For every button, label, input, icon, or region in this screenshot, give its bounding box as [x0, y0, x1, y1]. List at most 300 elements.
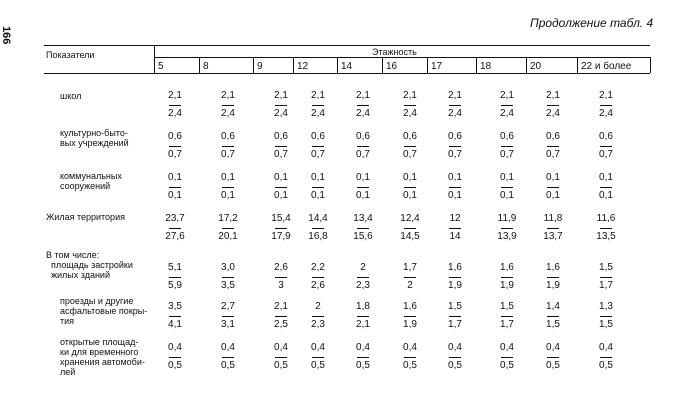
- fraction-bar: [357, 146, 369, 147]
- fraction-cell: [540, 172, 566, 202]
- fraction-cell: [162, 213, 188, 243]
- fraction-bar: [357, 277, 369, 278]
- cell-numerator: 0,1: [546, 172, 560, 183]
- cell-numerator: 0,1: [403, 172, 417, 183]
- cell-numerator: 17,2: [218, 213, 238, 224]
- fraction-cell: [593, 342, 619, 372]
- cell-denominator: 1,9: [448, 280, 462, 291]
- fraction-bar: [547, 105, 559, 106]
- fraction-bar: [275, 105, 287, 106]
- fraction-bar: [169, 146, 181, 147]
- cell-denominator: 0,1: [221, 190, 235, 201]
- cell-denominator: 3,5: [221, 280, 235, 291]
- fraction-bar: [275, 357, 287, 358]
- cell-denominator: 15,6: [353, 231, 373, 242]
- column-header: 9: [257, 61, 263, 72]
- cell-denominator: 2,3: [356, 280, 370, 291]
- cell-numerator: 1,8: [356, 301, 370, 312]
- cell-numerator: 0,6: [168, 131, 182, 142]
- cell-denominator: 1,7: [448, 319, 462, 330]
- fraction-cell: [162, 90, 188, 120]
- cell-numerator: 0,1: [599, 172, 613, 183]
- cell-denominator: 0,7: [356, 149, 370, 160]
- fraction-cell: [305, 262, 331, 292]
- cell-denominator: 4,1: [168, 319, 182, 330]
- fraction-cell: [162, 131, 188, 161]
- cell-numerator: 12,4: [400, 213, 420, 224]
- fraction-bar: [222, 146, 234, 147]
- fraction-cell: [350, 172, 376, 202]
- cell-numerator: 5,1: [168, 262, 182, 273]
- cell-numerator: 2,1: [274, 90, 288, 101]
- cell-denominator: 2,4: [274, 108, 288, 119]
- fraction-bar: [275, 316, 287, 317]
- fraction-bar: [312, 316, 324, 317]
- cell-numerator: 0,1: [448, 172, 462, 183]
- fraction-cell: [350, 131, 376, 161]
- cell-numerator: 0,1: [168, 172, 182, 183]
- column-separator: [293, 57, 294, 73]
- fraction-cell: [494, 172, 520, 202]
- fraction-cell: [442, 90, 468, 120]
- cell-denominator: 16,8: [308, 231, 328, 242]
- cell-denominator: 0,1: [500, 190, 514, 201]
- column-separator: [337, 57, 338, 73]
- fraction-cell: [162, 172, 188, 202]
- cell-denominator: 0,5: [448, 360, 462, 371]
- fraction-cell: [397, 90, 423, 120]
- fraction-bar: [169, 357, 181, 358]
- row-label: открытые площад- ки для временного хранения автомоби- лей: [60, 337, 145, 377]
- cell-denominator: 20,1: [218, 231, 238, 242]
- cell-numerator: 0,6: [274, 131, 288, 142]
- cell-numerator: 11,9: [497, 213, 517, 224]
- cell-denominator: 2,4: [311, 108, 325, 119]
- cell-numerator: 0,4: [448, 342, 462, 353]
- fraction-bar: [547, 187, 559, 188]
- fraction-bar: [357, 228, 369, 229]
- fraction-bar: [404, 146, 416, 147]
- cell-numerator: 14,4: [308, 213, 328, 224]
- cell-denominator: 27,6: [165, 231, 185, 242]
- cell-numerator: 0,1: [356, 172, 370, 183]
- fraction-cell: [215, 342, 241, 372]
- cell-denominator: 1,9: [546, 280, 560, 291]
- fraction-cell: [397, 172, 423, 202]
- cell-denominator: 0,7: [500, 149, 514, 160]
- fraction-bar: [501, 277, 513, 278]
- fraction-cell: [540, 213, 566, 243]
- fraction-cell: [350, 342, 376, 372]
- fraction-bar: [600, 146, 612, 147]
- cell-numerator: 2,1: [168, 90, 182, 101]
- fraction-cell: [305, 172, 331, 202]
- cell-denominator: 2,4: [356, 108, 370, 119]
- fraction-bar: [312, 187, 324, 188]
- fraction-bar: [547, 357, 559, 358]
- fraction-bar: [449, 105, 461, 106]
- fraction-cell: [268, 342, 294, 372]
- cell-numerator: 1,5: [500, 301, 514, 312]
- fraction-bar: [222, 105, 234, 106]
- fraction-cell: [215, 213, 241, 243]
- fraction-bar: [600, 105, 612, 106]
- cell-numerator: 2: [315, 301, 321, 312]
- fraction-cell: [442, 301, 468, 331]
- cell-numerator: 2: [360, 262, 366, 273]
- fraction-cell: [397, 301, 423, 331]
- fraction-bar: [312, 105, 324, 106]
- cell-numerator: 15,4: [271, 213, 291, 224]
- cell-denominator: 2,4: [403, 108, 417, 119]
- fraction-cell: [442, 131, 468, 161]
- top-rule: [44, 45, 650, 46]
- cell-denominator: 0,5: [599, 360, 613, 371]
- fraction-cell: [494, 90, 520, 120]
- fraction-cell: [215, 262, 241, 292]
- fraction-cell: [442, 172, 468, 202]
- fraction-bar: [449, 316, 461, 317]
- fraction-bar: [501, 357, 513, 358]
- cell-denominator: 13,9: [497, 231, 517, 242]
- cell-denominator: 0,1: [274, 190, 288, 201]
- fraction-bar: [501, 228, 513, 229]
- fraction-cell: [540, 262, 566, 292]
- cell-denominator: 0,7: [168, 149, 182, 160]
- cell-denominator: 13,7: [543, 231, 563, 242]
- fraction-cell: [494, 301, 520, 331]
- fraction-cell: [494, 213, 520, 243]
- cell-denominator: 0,5: [274, 360, 288, 371]
- cell-numerator: 13,4: [353, 213, 373, 224]
- fraction-bar: [275, 228, 287, 229]
- cell-denominator: 2: [407, 280, 413, 291]
- cell-numerator: 1,7: [403, 262, 417, 273]
- row-label: В том числе: площадь застройки жилых зданий: [46, 250, 133, 280]
- cell-denominator: 13,5: [596, 231, 616, 242]
- fraction-cell: [350, 262, 376, 292]
- fraction-cell: [397, 262, 423, 292]
- fraction-cell: [268, 301, 294, 331]
- row-label: проезды и другие асфальтовые покры- тия: [60, 296, 148, 326]
- fraction-bar: [222, 357, 234, 358]
- cell-numerator: 0,6: [221, 131, 235, 142]
- column-separator: [199, 57, 200, 73]
- fraction-cell: [162, 262, 188, 292]
- cell-denominator: 0,1: [599, 190, 613, 201]
- fraction-cell: [162, 301, 188, 331]
- cell-numerator: 2,1: [403, 90, 417, 101]
- fraction-bar: [222, 228, 234, 229]
- cell-denominator: 0,5: [546, 360, 560, 371]
- fraction-cell: [268, 172, 294, 202]
- cell-denominator: 2,4: [168, 108, 182, 119]
- cell-denominator: 1,7: [599, 280, 613, 291]
- fraction-cell: [593, 301, 619, 331]
- row-label: коммунальных сооружений: [60, 171, 122, 191]
- cell-denominator: 1,5: [599, 319, 613, 330]
- fraction-cell: [593, 90, 619, 120]
- fraction-bar: [404, 228, 416, 229]
- cell-denominator: 1,9: [500, 280, 514, 291]
- fraction-bar: [404, 357, 416, 358]
- cell-numerator: 1,6: [500, 262, 514, 273]
- fraction-bar: [357, 316, 369, 317]
- cell-numerator: 0,1: [274, 172, 288, 183]
- fraction-bar: [222, 277, 234, 278]
- column-separator: [526, 57, 527, 73]
- cell-numerator: 0,4: [221, 342, 235, 353]
- page-number: 166: [0, 26, 12, 45]
- fraction-bar: [312, 277, 324, 278]
- cell-denominator: 0,1: [403, 190, 417, 201]
- cell-numerator: 0,4: [546, 342, 560, 353]
- fraction-cell: [268, 131, 294, 161]
- fraction-bar: [222, 316, 234, 317]
- cell-numerator: 12: [449, 213, 461, 224]
- cell-numerator: 23,7: [165, 213, 185, 224]
- params-header: Показатели: [46, 50, 95, 60]
- column-header: 12: [297, 61, 309, 72]
- fraction-bar: [547, 228, 559, 229]
- cell-denominator: 0,5: [311, 360, 325, 371]
- cell-numerator: 0,4: [500, 342, 514, 353]
- fraction-cell: [305, 213, 331, 243]
- fraction-bar: [169, 187, 181, 188]
- column-header: 16: [386, 61, 398, 72]
- fraction-bar: [404, 105, 416, 106]
- fraction-cell: [162, 342, 188, 372]
- cell-numerator: 0,6: [356, 131, 370, 142]
- fraction-cell: [305, 301, 331, 331]
- cell-numerator: 0,1: [221, 172, 235, 183]
- cell-denominator: 0,5: [500, 360, 514, 371]
- cell-denominator: 0,7: [546, 149, 560, 160]
- fraction-cell: [593, 131, 619, 161]
- fraction-cell: [442, 213, 468, 243]
- row-label: культурно-быто- вых учреждений: [60, 128, 129, 148]
- cell-denominator: 0,7: [221, 149, 235, 160]
- cell-denominator: 2,5: [274, 319, 288, 330]
- fraction-cell: [215, 131, 241, 161]
- cell-denominator: 14: [449, 231, 461, 242]
- cell-numerator: 2,1: [500, 90, 514, 101]
- cell-numerator: 0,6: [546, 131, 560, 142]
- cell-denominator: 0,7: [599, 149, 613, 160]
- fraction-cell: [350, 213, 376, 243]
- fraction-cell: [305, 342, 331, 372]
- cell-numerator: 0,1: [500, 172, 514, 183]
- fraction-cell: [540, 90, 566, 120]
- column-separator: [382, 57, 383, 73]
- fraction-bar: [169, 316, 181, 317]
- cell-denominator: 0,7: [311, 149, 325, 160]
- column-header: 14: [341, 61, 353, 72]
- fraction-cell: [494, 262, 520, 292]
- column-header: 22 и более: [581, 61, 632, 72]
- fraction-bar: [357, 105, 369, 106]
- cell-denominator: 0,5: [356, 360, 370, 371]
- cell-denominator: 14,5: [400, 231, 420, 242]
- cell-numerator: 1,4: [546, 301, 560, 312]
- cell-denominator: 0,5: [403, 360, 417, 371]
- cell-denominator: 0,1: [168, 190, 182, 201]
- fraction-cell: [305, 90, 331, 120]
- row-label: школ: [60, 91, 82, 101]
- cell-denominator: 3: [278, 280, 284, 291]
- storeys-header: Этажность: [372, 47, 417, 57]
- cell-denominator: 0,7: [448, 149, 462, 160]
- fraction-cell: [540, 301, 566, 331]
- cell-numerator: 1,6: [448, 262, 462, 273]
- fraction-bar: [449, 228, 461, 229]
- cell-numerator: 0,6: [500, 131, 514, 142]
- column-header: 20: [530, 61, 542, 72]
- cell-denominator: 2,4: [546, 108, 560, 119]
- cell-numerator: 2,1: [599, 90, 613, 101]
- fraction-bar: [600, 277, 612, 278]
- column-separator: [253, 57, 254, 73]
- column-header: 18: [480, 61, 492, 72]
- fraction-cell: [268, 90, 294, 120]
- cell-numerator: 2,7: [221, 301, 235, 312]
- fraction-bar: [501, 316, 513, 317]
- cell-denominator: 2,6: [311, 280, 325, 291]
- cell-numerator: 2,1: [448, 90, 462, 101]
- fraction-bar: [449, 357, 461, 358]
- cell-numerator: 0,4: [403, 342, 417, 353]
- fraction-bar: [275, 187, 287, 188]
- fraction-bar: [404, 316, 416, 317]
- cell-denominator: 2,3: [311, 319, 325, 330]
- fraction-cell: [268, 213, 294, 243]
- cell-denominator: 3,1: [221, 319, 235, 330]
- cell-denominator: 2,4: [500, 108, 514, 119]
- column-header: 17: [431, 61, 443, 72]
- cell-denominator: 17,9: [271, 231, 291, 242]
- cell-numerator: 2,1: [274, 301, 288, 312]
- cell-denominator: 0,7: [403, 149, 417, 160]
- cell-denominator: 1,7: [500, 319, 514, 330]
- fraction-cell: [540, 131, 566, 161]
- cell-numerator: 1,5: [599, 262, 613, 273]
- cell-numerator: 1,3: [599, 301, 613, 312]
- cell-numerator: 2,2: [311, 262, 325, 273]
- fraction-bar: [449, 277, 461, 278]
- fraction-cell: [397, 213, 423, 243]
- cell-numerator: 0,6: [599, 131, 613, 142]
- cell-numerator: 0,6: [403, 131, 417, 142]
- cell-numerator: 2,1: [356, 90, 370, 101]
- fraction-bar: [600, 316, 612, 317]
- cell-numerator: 2,6: [274, 262, 288, 273]
- fraction-bar: [600, 228, 612, 229]
- fraction-cell: [350, 301, 376, 331]
- fraction-cell: [268, 262, 294, 292]
- cell-numerator: 1,6: [546, 262, 560, 273]
- fraction-cell: [305, 131, 331, 161]
- fraction-cell: [442, 262, 468, 292]
- fraction-cell: [494, 342, 520, 372]
- column-separator: [577, 57, 578, 73]
- cell-numerator: 1,6: [403, 301, 417, 312]
- fraction-bar: [169, 228, 181, 229]
- cell-numerator: 3,0: [221, 262, 235, 273]
- cell-numerator: 0,4: [356, 342, 370, 353]
- cell-denominator: 2,4: [221, 108, 235, 119]
- cell-denominator: 2,4: [448, 108, 462, 119]
- cell-numerator: 0,4: [168, 342, 182, 353]
- cell-numerator: 0,4: [599, 342, 613, 353]
- cell-denominator: 0,7: [274, 149, 288, 160]
- fraction-bar: [312, 146, 324, 147]
- fraction-bar: [449, 187, 461, 188]
- column-separator: [427, 57, 428, 73]
- row-label: Жилая территория: [46, 212, 125, 222]
- cell-denominator: 0,5: [221, 360, 235, 371]
- cell-denominator: 2,1: [356, 319, 370, 330]
- fraction-bar: [169, 277, 181, 278]
- cell-numerator: 0,6: [311, 131, 325, 142]
- fraction-bar: [501, 146, 513, 147]
- fraction-cell: [215, 90, 241, 120]
- fraction-cell: [397, 131, 423, 161]
- column-separator: [154, 45, 155, 73]
- column-separator: [650, 57, 651, 73]
- fraction-bar: [357, 187, 369, 188]
- cell-numerator: 0,1: [311, 172, 325, 183]
- cell-numerator: 2,1: [546, 90, 560, 101]
- fraction-bar: [600, 187, 612, 188]
- fraction-bar: [501, 105, 513, 106]
- cell-numerator: 3,5: [168, 301, 182, 312]
- cell-denominator: 1,5: [546, 319, 560, 330]
- fraction-bar: [222, 187, 234, 188]
- header-bottom-rule: [44, 73, 650, 74]
- fraction-bar: [169, 105, 181, 106]
- cell-numerator: 2,1: [311, 90, 325, 101]
- cell-denominator: 5,9: [168, 280, 182, 291]
- column-separator: [476, 57, 477, 73]
- fraction-bar: [547, 146, 559, 147]
- column-header: 8: [203, 61, 209, 72]
- continuation-caption: Продолжение табл. 4: [530, 16, 654, 30]
- fraction-bar: [449, 146, 461, 147]
- column-header: 5: [158, 61, 164, 72]
- fraction-bar: [600, 357, 612, 358]
- cell-denominator: 0,1: [356, 190, 370, 201]
- fraction-bar: [547, 277, 559, 278]
- fraction-bar: [275, 146, 287, 147]
- cell-denominator: 1,9: [403, 319, 417, 330]
- fraction-bar: [312, 228, 324, 229]
- fraction-bar: [357, 357, 369, 358]
- fraction-cell: [593, 262, 619, 292]
- fraction-bar: [404, 277, 416, 278]
- fraction-bar: [501, 187, 513, 188]
- cell-denominator: 0,1: [311, 190, 325, 201]
- fraction-cell: [494, 131, 520, 161]
- cell-denominator: 2,4: [599, 108, 613, 119]
- cell-denominator: 0,1: [448, 190, 462, 201]
- fraction-bar: [547, 316, 559, 317]
- fraction-cell: [540, 342, 566, 372]
- fraction-bar: [404, 187, 416, 188]
- fraction-bar: [275, 277, 287, 278]
- cell-numerator: 0,4: [274, 342, 288, 353]
- storeys-rule: [154, 57, 650, 58]
- cell-numerator: 11,8: [543, 213, 563, 224]
